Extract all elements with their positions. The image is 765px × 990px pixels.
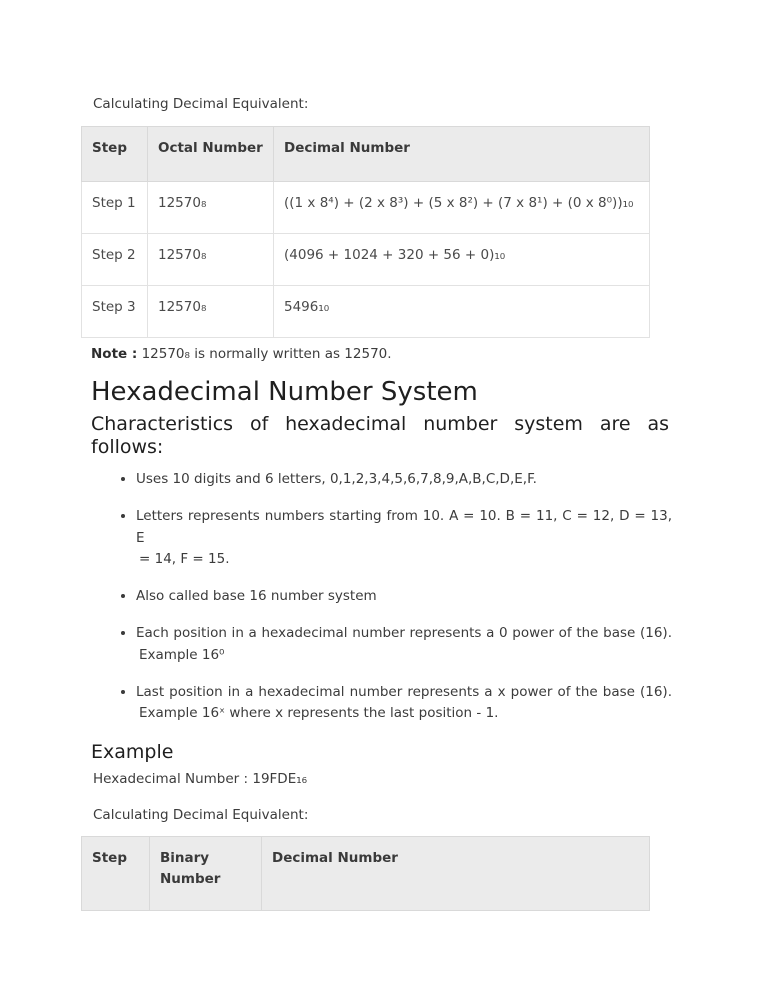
col-header-decimal-number: Decimal Number (262, 836, 650, 910)
note-text: 12570₈ is normally written as 12570. (137, 346, 392, 362)
characteristics-subtitle (91, 413, 669, 458)
bullet-text-continued: = 14, F = 15. (139, 551, 230, 567)
subtitle-line-1: Characteristics of hexadecimal number system are as (91, 413, 669, 435)
col-header-octal-number: Octal Number (148, 127, 274, 182)
cell-octal-number: 12570₈ (148, 286, 274, 338)
col-header-step: Step (82, 127, 148, 182)
table-header-row (82, 127, 650, 182)
table-row (82, 234, 650, 286)
cell-step: Step 2 (82, 234, 148, 286)
list-item (136, 469, 672, 491)
note-line (91, 346, 765, 363)
octal-conversion-table (81, 126, 650, 338)
list-item (136, 682, 672, 725)
cell-step: Step 1 (82, 182, 148, 234)
cell-decimal-number: ((1 x 8⁴) + (2 x 8³) + (5 x 8²) + (7 x 8¹) + (0 x 8⁰))₁₀ (274, 182, 650, 234)
subtitle-line-2: follows: (91, 435, 164, 458)
table-row (82, 182, 650, 234)
list-item (136, 586, 672, 608)
cell-octal-number: 12570₈ (148, 182, 274, 234)
table-row (82, 286, 650, 338)
bullet-text-continued: Example 16ˣ where x represents the last position - 1. (139, 705, 499, 721)
list-item (136, 506, 672, 571)
example-heading: Example (91, 740, 174, 763)
bullet-text: • Last position in a hexadecimal number represents a x power of the base (16). (136, 683, 672, 700)
col-header-binary-number: Binary Number (150, 836, 262, 910)
bullet-text: • Letters represents numbers starting from 10. A = 10. B = 11, C = 12, D = 13, E (136, 508, 672, 546)
col-header-decimal-number: Decimal Number (274, 127, 650, 182)
table-header-row (82, 836, 650, 910)
cell-decimal-number: (4096 + 1024 + 320 + 56 + 0)₁₀ (274, 234, 650, 286)
note-label: Note : (91, 346, 138, 362)
col-header-step: Step (82, 836, 150, 910)
cell-octal-number: 12570₈ (148, 234, 274, 286)
list-item (136, 623, 672, 666)
bullet-text: Uses 10 digits and 6 letters, 0,1,2,3,4,5,6,7,8,9,A,B,C,D,E,F. (136, 471, 537, 487)
calc-decimal-heading-hex: Calculating Decimal Equivalent: (93, 806, 309, 823)
bullet-text: Also called base 16 number system (136, 588, 377, 604)
bullet-text: • Each position in a hexadecimal number represents a 0 power of the base (16). (136, 625, 672, 641)
hexadecimal-conversion-table (81, 836, 650, 911)
bullet-text-continued: Example 16⁰ (139, 646, 225, 663)
cell-decimal-number: 5496₁₀ (274, 286, 650, 338)
cell-step: Step 3 (82, 286, 148, 338)
characteristics-list (81, 469, 672, 725)
hexadecimal-number-line: Hexadecimal Number : 19FDE₁₆ (93, 770, 308, 787)
hexadecimal-section-title: Hexadecimal Number System (91, 377, 478, 407)
calc-decimal-heading-octal: Calculating Decimal Equivalent: (93, 96, 309, 112)
